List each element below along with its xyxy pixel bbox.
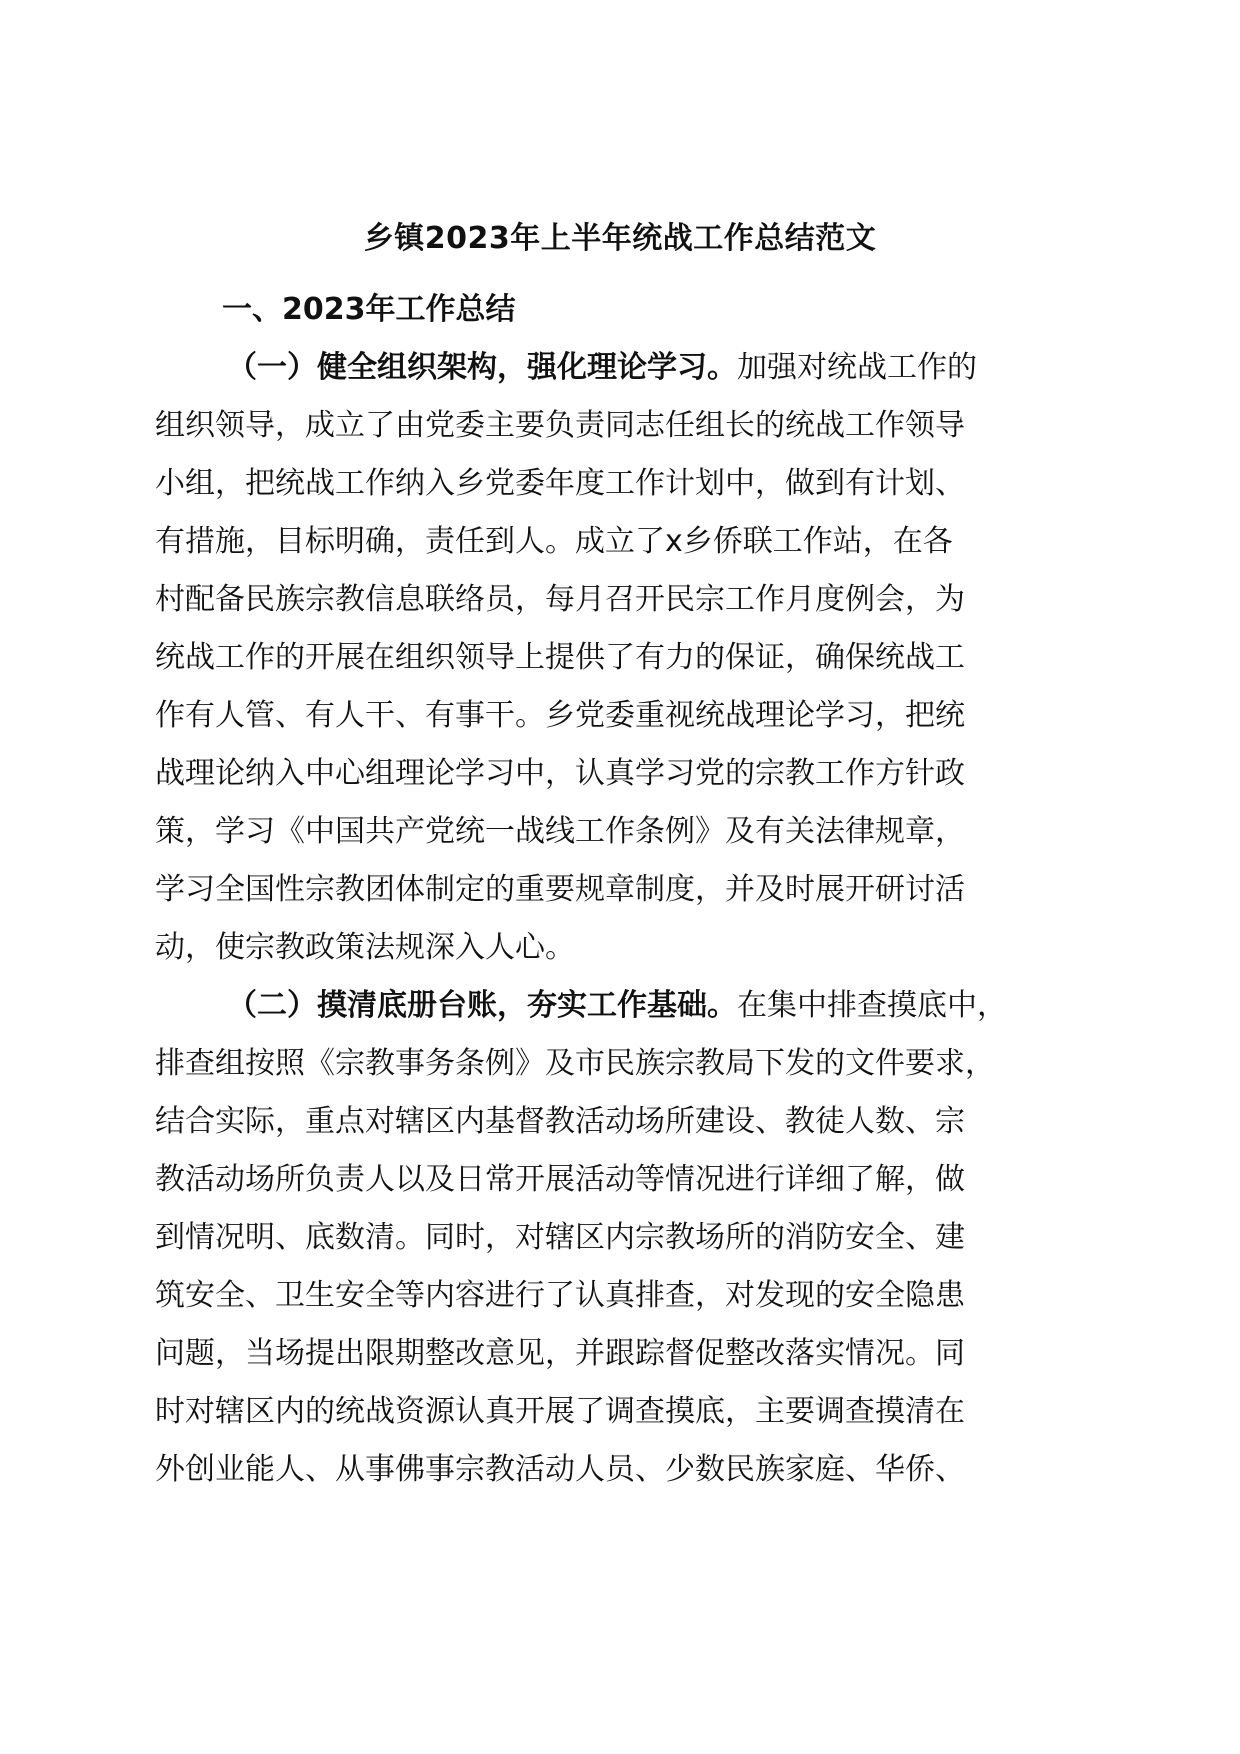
paragraph-line: 排查组按照《宗教事务条例》及市民族宗教局下发的文件要求， [155, 1046, 995, 1081]
paragraph-line: 统战工作的开展在组织领导上提供了有力的保证，确保统战工 [155, 640, 965, 675]
paragraph-lead: （一）健全组织架构，强化理论学习。 [227, 350, 737, 385]
paragraph-line [155, 977, 1085, 1035]
paragraph-line: 战理论纳入中心组理论学习中，认真学习党的宗教工作方针政 [155, 756, 965, 791]
paragraph-line: 问题，当场提出限期整改意见，并跟踪督促整改落实情况。同 [155, 1336, 965, 1371]
paragraph-line: 教活动场所负责人以及日常开展活动等情况进行详细了解，做 [155, 1162, 965, 1197]
paragraph-line: 策，学习《中国共产党统一战线工作条例》及有关法律规章， [155, 814, 965, 849]
section-heading: 一、2023年工作总结 [222, 292, 516, 327]
paragraph-text: 加强对统战工作的 [737, 350, 977, 385]
paragraph-line: 有措施，目标明确，责任到人。成立了x乡侨联工作站，在各 [155, 524, 953, 559]
document-title: 乡镇2023年上半年统战工作总结范文 [363, 221, 877, 256]
paragraph-1 [155, 339, 1085, 977]
paragraph-line: 组织领导，成立了由党委主要负责同志任组长的统战工作领导 [155, 408, 965, 443]
paragraph-line: 学习全国性宗教团体制定的重要规章制度，并及时展开研讨活 [155, 872, 965, 907]
paragraph-line: 作有人管、有人干、有事干。乡党委重视统战理论学习，把统 [155, 698, 965, 733]
paragraph-line: 村配备民族宗教信息联络员，每月召开民宗工作月度例会，为 [155, 582, 965, 617]
paragraph-line [155, 339, 1085, 397]
paragraph-lead: （二）摸清底册台账，夯实工作基础。 [227, 988, 737, 1023]
paragraph-text: 在集中排查摸底中， [737, 988, 1007, 1023]
paragraph-line: 到情况明、底数清。同时，对辖区内宗教场所的消防安全、建 [155, 1220, 965, 1255]
paragraph-line: 外创业能人、从事佛事宗教活动人员、少数民族家庭、华侨、 [155, 1452, 965, 1487]
paragraph-line: 时对辖区内的统战资源认真开展了调查摸底，主要调查摸清在 [155, 1394, 965, 1429]
paragraph-2 [155, 977, 1085, 1499]
paragraph-line: 结合实际，重点对辖区内基督教活动场所建设、教徒人数、宗 [155, 1104, 965, 1139]
paragraph-line: 小组，把统战工作纳入乡党委年度工作计划中，做到有计划、 [155, 466, 965, 501]
paragraph-line: 筑安全、卫生安全等内容进行了认真排查，对发现的安全隐患 [155, 1278, 965, 1313]
paragraph-line: 动，使宗教政策法规深入人心。 [155, 930, 575, 965]
